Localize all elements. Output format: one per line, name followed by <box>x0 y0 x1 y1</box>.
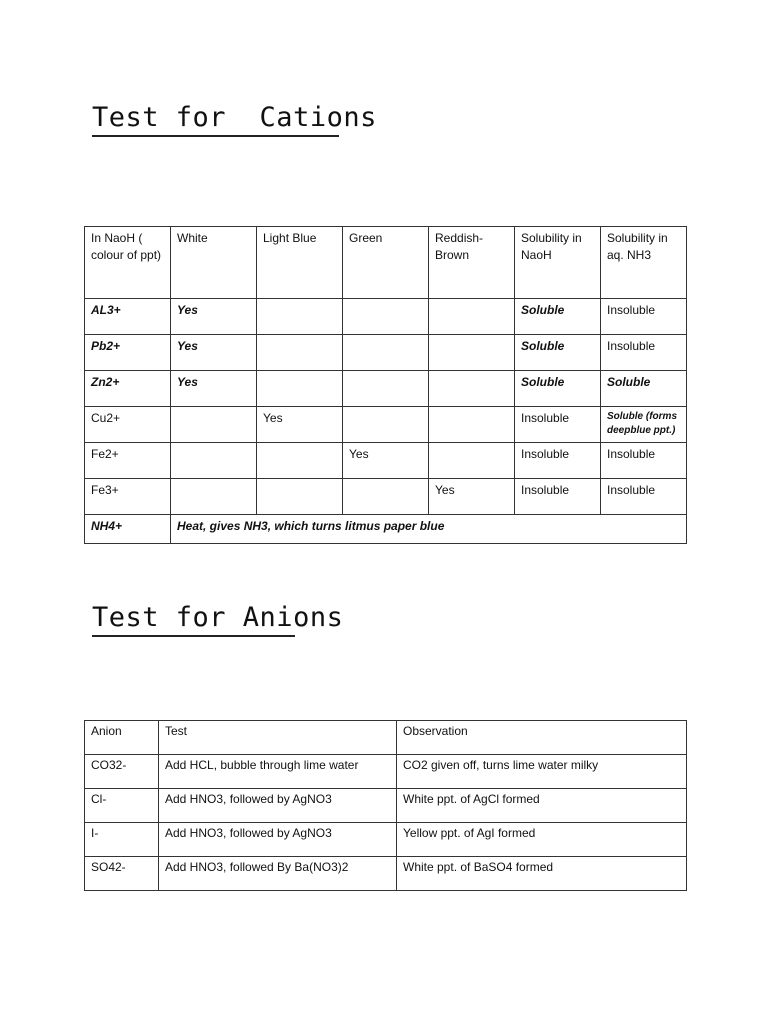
cations-table <box>84 226 687 544</box>
table-row <box>85 299 687 335</box>
cations-title: Test for Cations <box>92 102 339 137</box>
ion-cell: AL3+ <box>85 299 171 335</box>
table-row <box>85 335 687 371</box>
header-cell: Anion <box>85 721 159 755</box>
ion-cell: Cu2+ <box>85 407 171 443</box>
ion-cell: Fe2+ <box>85 443 171 479</box>
ion-cell: Fe3+ <box>85 479 171 515</box>
sol-naoh-cell: Insoluble <box>515 443 601 479</box>
table-row <box>85 371 687 407</box>
table-row <box>85 789 687 823</box>
sol-nh3-cell: Soluble (forms deepblue ppt.) <box>601 407 687 443</box>
observation-cell: CO2 given off, turns lime water milky <box>397 755 687 789</box>
test-cell: Add HNO3, followed by AgNO3 <box>159 789 397 823</box>
anion-cell: Cl- <box>85 789 159 823</box>
green-cell <box>343 407 429 443</box>
header-cell: Test <box>159 721 397 755</box>
table-row <box>85 407 687 443</box>
lightblue-cell <box>257 443 343 479</box>
table-row <box>85 823 687 857</box>
test-cell: Add HCL, bubble through lime water <box>159 755 397 789</box>
lightblue-cell <box>257 299 343 335</box>
sol-nh3-cell: Soluble <box>601 371 687 407</box>
reddish-cell <box>429 371 515 407</box>
anions-table <box>84 720 687 891</box>
white-cell: Yes <box>171 371 257 407</box>
sol-naoh-cell: Soluble <box>515 335 601 371</box>
green-cell <box>343 335 429 371</box>
header-cell: In NaoH ( colour of ppt) <box>85 227 171 299</box>
green-cell: Yes <box>343 443 429 479</box>
table-row <box>85 755 687 789</box>
test-cell: Add HNO3, followed by AgNO3 <box>159 823 397 857</box>
white-cell <box>171 443 257 479</box>
lightblue-cell <box>257 371 343 407</box>
header-cell: Solubility in NaoH <box>515 227 601 299</box>
white-cell <box>171 407 257 443</box>
sol-naoh-cell: Soluble <box>515 371 601 407</box>
header-cell: Solubility in aq. NH3 <box>601 227 687 299</box>
reddish-cell <box>429 299 515 335</box>
sol-nh3-cell: Insoluble <box>601 443 687 479</box>
white-cell <box>171 479 257 515</box>
header-cell: Reddish-Brown <box>429 227 515 299</box>
sol-nh3-cell: Insoluble <box>601 299 687 335</box>
anion-cell: I- <box>85 823 159 857</box>
lightblue-cell <box>257 479 343 515</box>
sol-nh3-cell: Insoluble <box>601 335 687 371</box>
anion-cell: CO32- <box>85 755 159 789</box>
sol-nh3-cell: Insoluble <box>601 479 687 515</box>
table-row <box>85 443 687 479</box>
white-cell: Yes <box>171 335 257 371</box>
observation-cell: White ppt. of AgCl formed <box>397 789 687 823</box>
reddish-cell <box>429 407 515 443</box>
reddish-cell <box>429 335 515 371</box>
ion-cell: Pb2+ <box>85 335 171 371</box>
header-cell: White <box>171 227 257 299</box>
observation-cell: Yellow ppt. of AgI formed <box>397 823 687 857</box>
sol-naoh-cell: Insoluble <box>515 407 601 443</box>
ion-cell: Zn2+ <box>85 371 171 407</box>
reddish-cell <box>429 443 515 479</box>
test-cell: Add HNO3, followed By Ba(NO3)2 <box>159 857 397 891</box>
white-cell: Yes <box>171 299 257 335</box>
ion-cell: NH4+ <box>85 515 171 544</box>
header-cell: Light Blue <box>257 227 343 299</box>
table-row <box>85 857 687 891</box>
lightblue-cell <box>257 335 343 371</box>
sol-naoh-cell: Soluble <box>515 299 601 335</box>
anions-header-row <box>85 721 687 755</box>
anion-cell: SO42- <box>85 857 159 891</box>
nh4-note-cell: Heat, gives NH3, which turns litmus paper blue <box>171 515 687 544</box>
anions-title: Test for Anions <box>92 602 295 637</box>
sol-naoh-cell: Insoluble <box>515 479 601 515</box>
green-cell <box>343 371 429 407</box>
header-cell: Green <box>343 227 429 299</box>
observation-cell: White ppt. of BaSO4 formed <box>397 857 687 891</box>
green-cell <box>343 479 429 515</box>
cations-header-row <box>85 227 687 299</box>
reddish-cell: Yes <box>429 479 515 515</box>
green-cell <box>343 299 429 335</box>
header-cell: Observation <box>397 721 687 755</box>
table-row <box>85 515 687 544</box>
table-row <box>85 479 687 515</box>
lightblue-cell: Yes <box>257 407 343 443</box>
